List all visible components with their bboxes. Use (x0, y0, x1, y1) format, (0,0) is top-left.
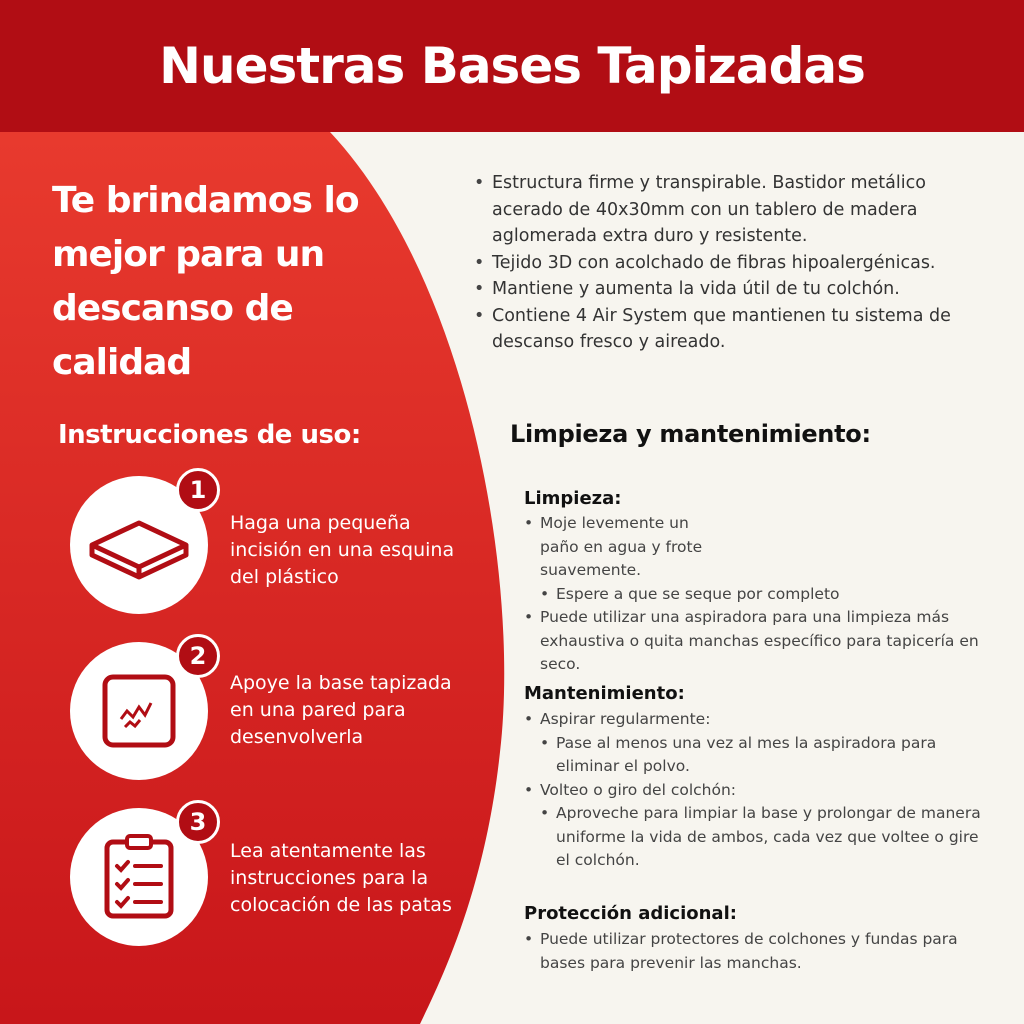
maintenance-item: • Pase al menos una vez al mes la aspiradora para eliminar el polvo. (540, 732, 966, 779)
page-title: Nuestras Bases Tapizadas (159, 37, 865, 95)
feature-item: • Mantiene y aumenta la vida útil de tu colchón. (474, 276, 994, 303)
maintenance-list (524, 708, 984, 873)
step-3-number: 3 (176, 800, 220, 844)
step-1-text: Haga una pequeña incisión en una esquina del plástico (230, 512, 455, 588)
protection-heading: Protección adicional: (524, 903, 737, 924)
step-2-text: Apoye la base tapizada en una pared para desenvolverla (230, 672, 452, 748)
maintenance-item: • Aspirar regularmente: (524, 708, 984, 732)
mattress-base-icon (84, 505, 194, 585)
unwrap-icon (99, 671, 179, 751)
step-1-number: 1 (176, 468, 220, 512)
feature-item: • Estructura firme y transpirable. Bastidor metálico acerado de 40x30mm con un tablero de madera aglomerada extra duro y resistente. (474, 170, 994, 250)
maintenance-item: • Aproveche para limpiar la base y prolongar de manera uniforme la vida de ambos, cada vez que voltee o gire el colchón. (540, 802, 984, 873)
protection-item: • Puede utilizar protectores de colchones y fundas para bases para prevenir las manchas. (524, 928, 984, 975)
cleaning-list (524, 512, 984, 677)
cleaning-item: • Moje levemente un paño en agua y frote suavemente. (524, 512, 730, 583)
header-banner (0, 0, 1024, 132)
feature-item: • Tejido 3D con acolchado de fibras hipoalergénicas. (474, 250, 994, 277)
checklist-icon (99, 832, 179, 922)
cleaning-item: • Espere a que se seque por completo (540, 583, 984, 607)
features-list (474, 170, 994, 356)
step-2-number: 2 (176, 634, 220, 678)
feature-item: • Contiene 4 Air System que mantienen tu sistema de descanso fresco y aireado. (474, 303, 994, 356)
care-title: Limpieza y mantenimiento: (510, 420, 871, 448)
maintenance-heading: Mantenimiento: (524, 683, 685, 704)
cleaning-item: • Puede utilizar una aspiradora para una limpieza más exhaustiva o quita manchas específico para tapicería en seco. (524, 606, 984, 677)
step-3-text: Lea atentamente las instrucciones para la colocación de las patas (230, 840, 452, 916)
instructions-title: Instrucciones de uso: (58, 420, 361, 450)
tagline: Te brindamos lo mejor para un descanso de calidad (52, 180, 359, 383)
maintenance-item: • Volteo o giro del colchón: (524, 779, 984, 803)
protection-list (524, 928, 984, 975)
cleaning-heading: Limpieza: (524, 488, 622, 509)
